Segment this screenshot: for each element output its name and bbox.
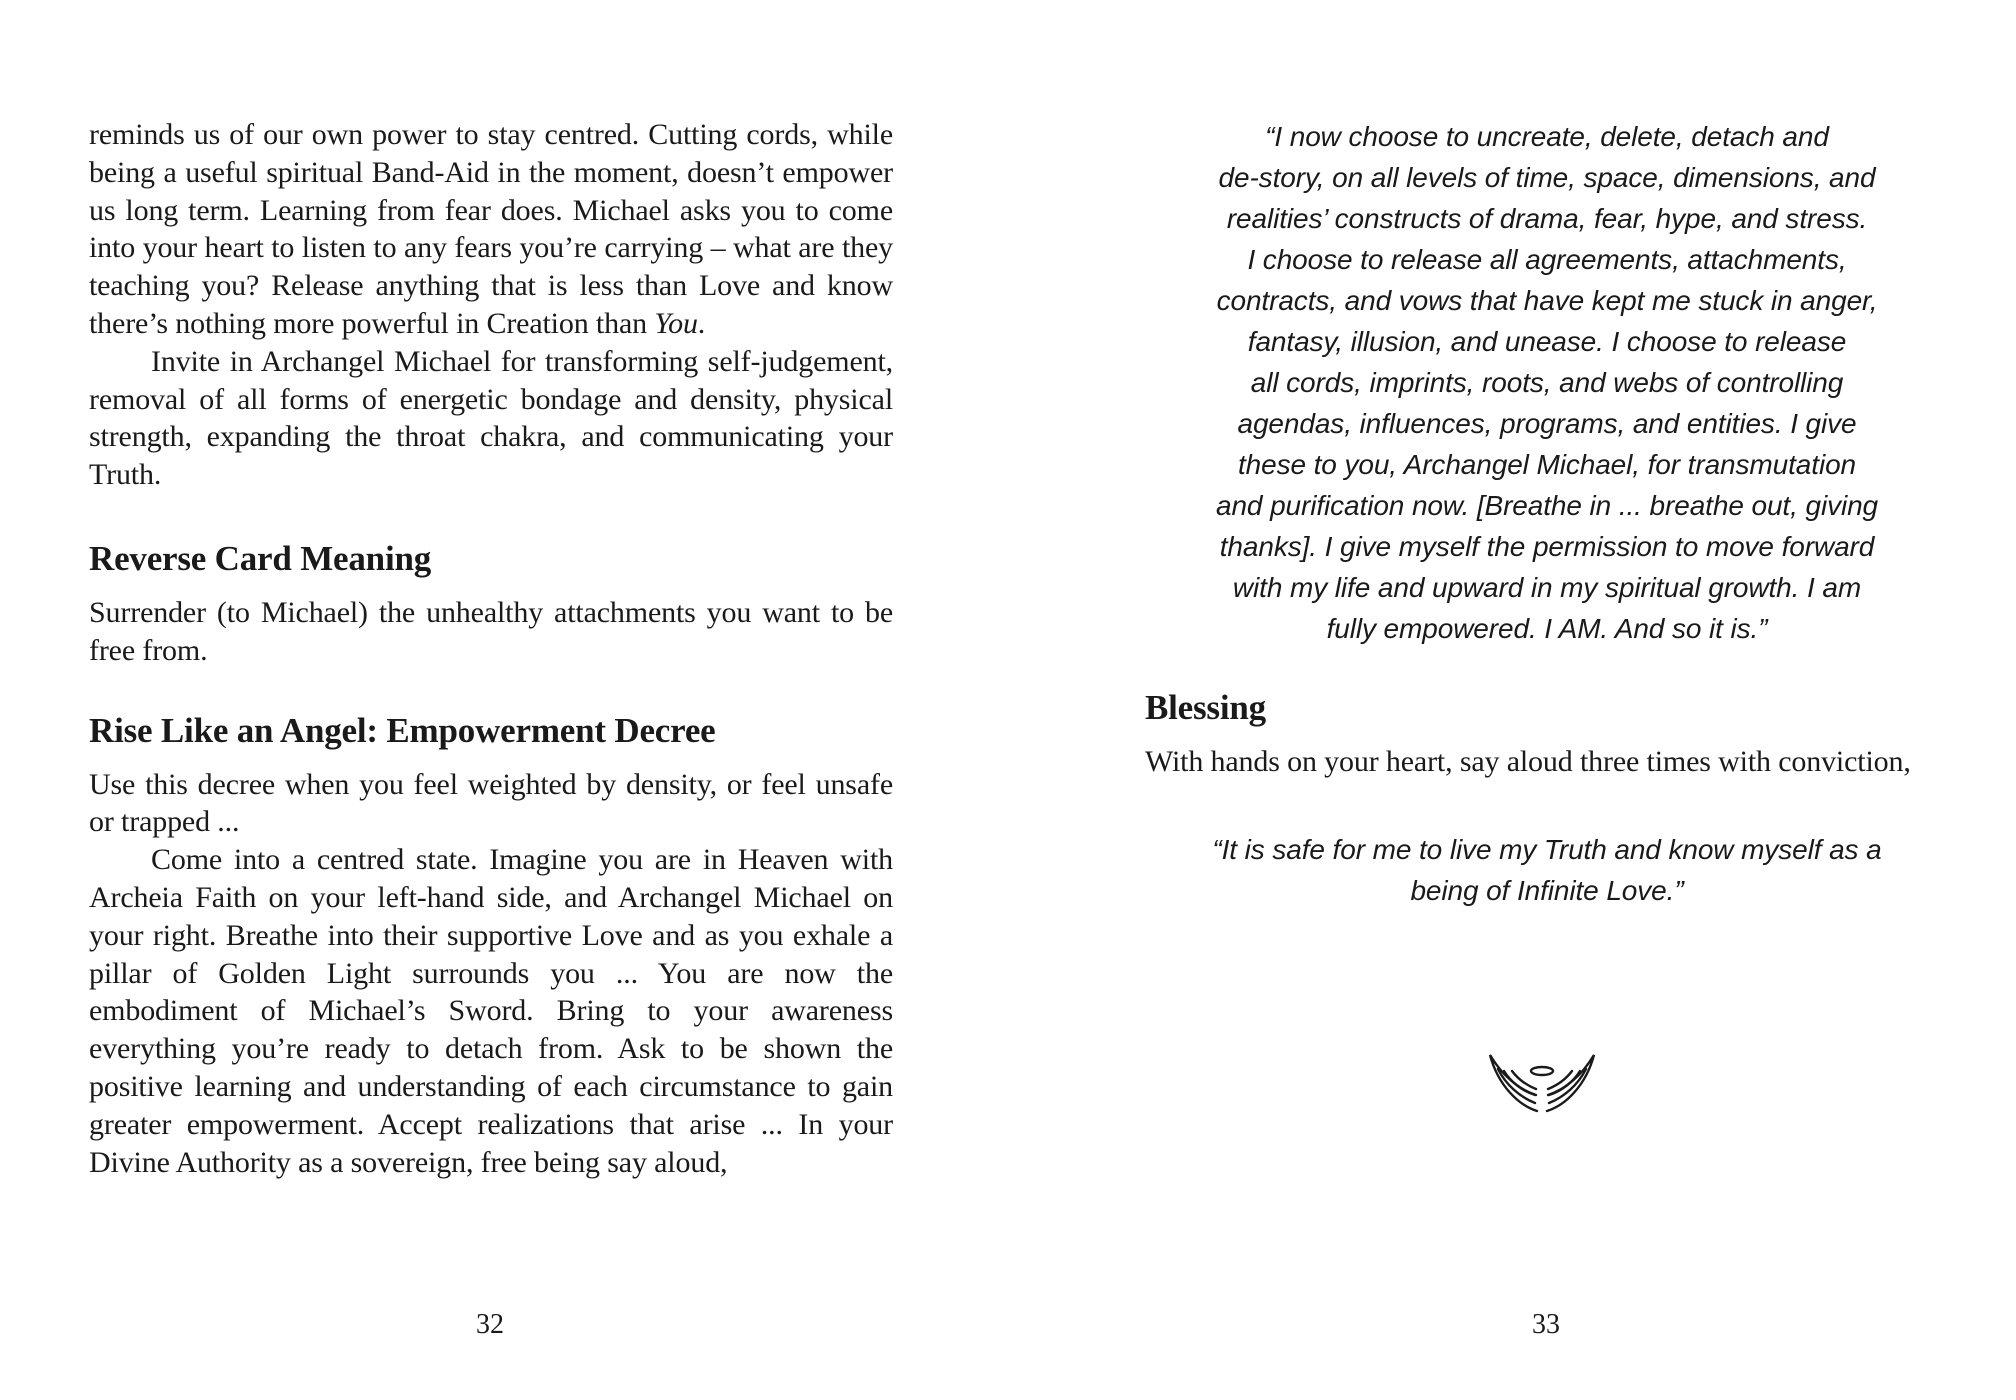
- paragraph-cutting-cords-end: .: [697, 306, 706, 340]
- heading-blessing: Blessing: [1145, 688, 1266, 727]
- page-number-left: 32: [476, 1309, 504, 1340]
- emphasis-you: You: [654, 306, 698, 340]
- paragraph-cutting-cords-text: reminds us of our own power to stay centred. Cutting cords, while being a useful spiritual Band-Aid in the moment, doesn’t empower us long term. Learning from fear does. Michael asks you to come into your heart to listen to any fears you’re carrying – what are they teaching you? Release anything that is less than Love and know there’s nothing more powerful in Creation than: [89, 118, 893, 340]
- left-page-text-column: [89, 116, 893, 1181]
- right-page-text-column: [1145, 116, 1949, 911]
- angel-wings-halo-icon: [1488, 1045, 1596, 1117]
- empowerment-decree-quote: “I now choose to uncreate, delete, detach and de-story, on all levels of time, space, dimensions, and realities’ constructs of drama, fear, hype, and stress. I choose to release all agreements, attachments, contracts, and vows that have kept me stuck in anger, fantasy, illusion, and unease. I choose to release all cords, imprints, roots, and webs of controlling agendas, influences, programs, and entities. I give these to you, Archangel Michael, for transmutation and purification now. [Breathe in ... breathe out, giving thanks]. I give myself the permission to move forward with my life and upward in my spiritual growth. I am fully empowered. I AM. And so it is.”: [1215, 121, 1879, 644]
- paragraph-reverse-meaning: Surrender (to Michael) the unhealthy attachments you want to be free from.: [89, 595, 893, 667]
- paragraph-decree-intro: Use this decree when you feel weighted by density, or feel unsafe or trapped ...: [89, 767, 893, 839]
- paragraph-blessing-intro: With hands on your heart, say aloud three times with conviction,: [1145, 745, 1911, 778]
- paragraph-decree-instructions: Come into a centred state. Imagine you are in Heaven with Archeia Faith on your left-hand side, and Archangel Michael on your right. Breathe into their supportive Love and as you exhale a pillar of Golden Light surrounds you ... You are now the embodiment of Michael’s Sword. Bring to your awareness everything you’re ready to detach from. Ask to be shown the positive learning and understanding of each circumstance to gain greater empowerment. Accept realizations that arise ... In your Divine Authority as a sovereign, free being say aloud,: [89, 843, 893, 1179]
- right-page: [1008, 0, 2016, 1400]
- paragraph-invite-michael: Invite in Archangel Michael for transforming self-judgement, removal of all forms of energetic bondage and density, physical strength, expanding the throat chakra, and communicating your Truth.: [89, 344, 893, 492]
- heading-rise-like-an-angel: Rise Like an Angel: Empowerment Decree: [89, 710, 716, 750]
- blessing-quote: “It is safe for me to live my Truth and know myself as a being of Infinite Love.”: [1212, 833, 1882, 906]
- page-number-right: 33: [1532, 1309, 1560, 1340]
- heading-reverse-card-meaning: Reverse Card Meaning: [89, 538, 432, 578]
- paragraph-cutting-cords: [89, 116, 893, 343]
